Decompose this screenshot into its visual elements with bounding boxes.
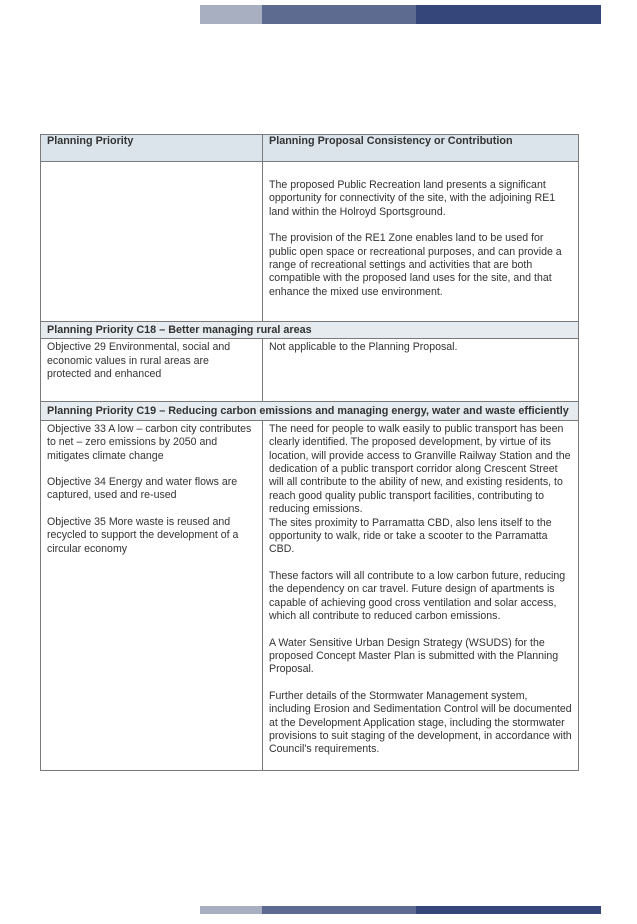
table-row-c18 [41,339,579,402]
header-color-band [200,5,601,24]
header-band-segment-mid [262,5,416,24]
wsuds-paragraph: A Water Sensitive Urban Design Strategy (WSUDS) for the proposed Concept Master Plan is submitted with the Planning Proposal. [269,636,559,676]
footer-band-segment-light [200,906,262,914]
header-consistency: Planning Proposal Consistency or Contribution [263,135,579,162]
header-band-segment-dark [416,5,601,24]
section-title-c18: Planning Priority C18 – Better managing rural areas [41,322,579,339]
objective-29-cell: Objective 29 Environmental, social and economic values in rural areas are protected and enhanced [41,339,263,402]
c18-response-cell: Not applicable to the Planning Proposal. [263,339,579,402]
header-band-segment-light [200,5,262,24]
stormwater-paragraph: Further details of the Stormwater Management system, including Erosion and Sedimentation Control will be documented at the Development Application stage, including the stormwater provisions to suit staging of the development, in accordance with Council's requirements. [269,689,572,756]
continuation-priority-cell [41,162,263,322]
section-row-c18 [41,322,579,339]
c19-response-cell [263,420,579,770]
table-header-row [41,135,579,162]
section-title-c19: Planning Priority C19 – Reducing carbon emissions and managing energy, water and waste efficiently [41,402,579,420]
continuation-response-cell [263,162,579,322]
objective-34: Objective 34 Energy and water flows are captured, used and re-used [47,476,238,502]
objective-33: Objective 33 A low – carbon city contributes to net – zero emissions by 2050 and mitigates climate change [47,422,252,462]
section-row-c19 [41,402,579,420]
planning-priority-table [40,134,579,771]
public-transport-paragraph: The need for people to walk easily to public transport has been clearly identified. The proposed development, by virtue of its location, will provide access to Granville Railway Station and the dedication of a public transport corridor along Crescent Street will all contribute to the ability of new, and existing residents, to reach good quality public transport facilities, contributing to reducing emissions. [269,422,571,516]
footer-color-band [200,906,601,914]
c19-objectives-cell [41,420,263,770]
parramatta-cbd-paragraph: The sites proximity to Parramatta CBD, also lens itself to the opportunity to walk, ride or take a scooter to the Parramatta CBD. [269,516,552,556]
recreation-land-paragraph: The proposed Public Recreation land presents a significant opportunity for connectivity of the site, with the adjoining RE1 land within the Holroyd Sportsground. [269,179,556,218]
objective-35: Objective 35 More waste is reused and recycled to support the development of a circular economy [47,515,239,555]
header-planning-priority: Planning Priority [41,135,263,162]
footer-band-segment-dark [416,906,601,914]
low-carbon-paragraph: These factors will all contribute to a low carbon future, reducing the dependency on car travel. Future design of apartments is capable of achieving good cross ventilation and solar access, which all contribute to reduced carbon emissions. [269,569,566,623]
table-row-c19 [41,420,579,770]
re1-zone-paragraph: The provision of the RE1 Zone enables land to be used for public open space or recreational purposes, and can provide a range of recreational settings and activities that are both compatible with the proposed land uses for the site, and that enhance the mixed use environment. [269,232,562,298]
footer-band-segment-mid [262,906,416,914]
continuation-row [41,162,579,322]
